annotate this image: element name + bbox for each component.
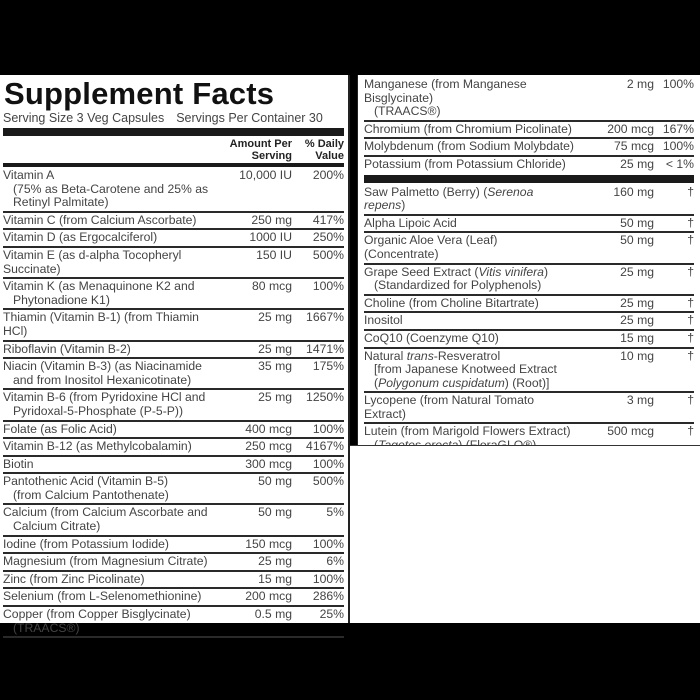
nutrient-name-text: Vitamin C (from Calcium Ascorbate) [3, 212, 197, 227]
nutrient-amount: 0.5 mg [254, 607, 292, 622]
nutrient-daily-value: † [687, 215, 694, 230]
nutrient-name-text: Folate (as Folic Acid) [3, 421, 117, 436]
nutrient-source: Pyridoxal-5-Phosphate (P-5-P)) [13, 403, 184, 418]
nutrient-amount: 250 mg [251, 212, 292, 227]
nutrient-name [3, 555, 214, 569]
nutrient-row [3, 359, 344, 390]
nutrient-name-text: Potassium (from Potassium Chloride) [364, 156, 566, 171]
nutrient-row [364, 122, 694, 140]
nutrient-name-italic: trans [406, 348, 434, 363]
nutrient-name-text: Vitamin D (as Ergocalciferol) [3, 230, 158, 245]
nutrient-daily-value: 1667% [306, 310, 344, 325]
nutrient-name-text: Alpha Lipoic Acid [364, 215, 457, 230]
nutrient-daily-value: 100% [662, 77, 694, 91]
nutrient-daily-value: † [687, 424, 694, 439]
nutrient-daily-value: † [687, 393, 694, 408]
nutrient-row [3, 474, 344, 505]
nutrient-amount: 300 mcg [245, 456, 292, 471]
nutrient-daily-value: < 1% [665, 156, 694, 171]
nutrient-name [364, 158, 574, 172]
nutrient-amount: 1000 IU [249, 230, 292, 245]
nutrient-row [364, 157, 694, 173]
nutrient-row [364, 265, 694, 296]
nutrient-daily-value: 286% [312, 589, 344, 604]
nutrient-name [3, 280, 214, 307]
nutrient-name [364, 186, 574, 213]
nutrient-name-text: Lutein (from Marigold Flowers Extract) [364, 424, 571, 439]
nutrient-amount: 80 mcg [252, 279, 292, 294]
nutrient-row [3, 390, 344, 421]
nutrient-amount: 150 IU [256, 247, 292, 262]
nutrient-row [364, 216, 694, 234]
nutrient-row [364, 349, 694, 394]
supplement-facts-left-panel [0, 75, 350, 635]
nutrient-amount: 200 mcg [607, 121, 654, 136]
nutrient-name-text: Vitamin B-6 (from Pyridoxine HCl and [3, 390, 206, 405]
nutrient-daily-value: 500% [312, 247, 344, 262]
nutrient-row [3, 248, 344, 279]
nutrient-daily-value: 500% [312, 474, 344, 489]
nutrient-name-italic: Vitis vinifera [478, 264, 544, 279]
nutrient-daily-value: 1250% [306, 390, 344, 405]
nutrient-name-text: CoQ10 (Coenzyme Q10) [364, 330, 499, 345]
nutrient-row [3, 168, 344, 213]
nutrient-row [3, 439, 344, 457]
nutrient-name [3, 458, 214, 472]
nutrient-row [364, 77, 694, 122]
nutrient-row [3, 607, 344, 638]
serving-size: Serving Size 3 Veg Capsules [3, 111, 165, 125]
column-header [3, 138, 344, 162]
nutrient-daily-value: 250% [312, 230, 344, 245]
nutrient-name-pre: Natural [364, 348, 407, 363]
serving-info [3, 111, 344, 126]
nutrient-name-text: Iodine (from Potassium Iodide) [3, 536, 169, 551]
nutrient-name [364, 350, 574, 391]
nutrient-amount: 2 mg [626, 77, 654, 91]
nutrient-amount: 25 mg [620, 264, 654, 279]
nutrient-amount: 75 mcg [614, 139, 654, 154]
nutrient-source: (from Calcium Pantothenate) [13, 487, 169, 502]
nutrient-name [3, 423, 214, 437]
nutrient-row [3, 457, 344, 475]
nutrient-name-text: Magnesium (from Magnesium Citrate) [3, 554, 208, 569]
nutrient-row [3, 422, 344, 440]
nutrient-amount: 200 mcg [245, 589, 292, 604]
divider-medium [3, 163, 344, 167]
nutrient-daily-value: † [687, 264, 694, 279]
nutrient-daily-value: 25% [319, 607, 344, 622]
nutrient-name-text: Molybdenum (from Sodium Molybdate) [364, 139, 574, 154]
dv-header-line2: Value [315, 150, 344, 162]
nutrient-name-pre: Saw Palmetto (Berry) ( [364, 184, 488, 199]
nutrient-daily-value: 100% [662, 139, 694, 154]
nutrient-row [3, 342, 344, 360]
nutrient-amount: 10,000 IU [239, 168, 292, 182]
label-title: Supplement Facts [4, 76, 275, 111]
nutrient-daily-value: † [687, 348, 694, 363]
nutrient-daily-value: † [687, 313, 694, 328]
nutrient-amount: 15 mg [620, 330, 654, 345]
nutrient-name-text: Niacin (Vitamin B-3) (as Niacinamide [3, 359, 202, 374]
nutrient-name [3, 590, 214, 604]
nutrient-daily-value: † [687, 233, 694, 248]
nutrient-name-text: Vitamin B-12 (as Methylcobalamin) [3, 439, 192, 454]
nutrient-row [3, 572, 344, 590]
nutrient-name-text: Vitamin K (as Menaquinone K2 and [3, 279, 195, 294]
nutrient-name-italic: Serenoa repens [364, 184, 534, 213]
nutrient-source: and from Inositol Hexanicotinate) [13, 372, 192, 387]
nutrient-name [3, 231, 214, 245]
nutrient-name [364, 78, 574, 119]
nutrient-row [3, 230, 344, 248]
nutrient-name [3, 360, 214, 387]
nutrient-daily-value: † [687, 330, 694, 345]
nutrient-amount: 25 mg [620, 156, 654, 171]
nutrient-row [364, 185, 694, 216]
nutrient-name-text: Riboflavin (Vitamin B-2) [3, 341, 131, 356]
nutrient-name-text: Thiamin (Vitamin B-1) (from Thiamin HCl) [3, 310, 199, 338]
nutrient-amount: 10 mg [620, 348, 654, 363]
nutrient-name-post: -Resveratrol [433, 348, 501, 363]
nutrient-row [364, 331, 694, 349]
nutrient-row [364, 296, 694, 314]
nutrient-source: Phytonadione K1) [13, 292, 110, 307]
nutrient-row [364, 313, 694, 331]
nutrient-name [3, 311, 214, 338]
nutrient-name-text: Vitamin A [3, 168, 55, 182]
nutrient-table-right-top [364, 77, 694, 173]
nutrient-name [3, 440, 214, 454]
nutrient-name-text: Copper (from Copper Bisglycinate) [3, 607, 191, 622]
divider-thick [3, 128, 344, 136]
nutrient-row [364, 139, 694, 157]
nutrient-table-left [3, 168, 344, 638]
nutrient-amount: 50 mg [620, 233, 654, 248]
supplement-facts-right-panel [357, 75, 700, 445]
nutrient-name [364, 234, 574, 261]
nutrient-row [3, 310, 344, 341]
nutrient-name-text: Vitamin E (as d-alpha Tocopheryl Succinate) [3, 247, 182, 276]
divider-thick [364, 175, 694, 183]
nutrient-row [3, 537, 344, 555]
nutrient-daily-value: 100% [312, 571, 344, 586]
nutrient-amount: 50 mg [258, 505, 292, 520]
nutrient-name-text: Manganese (from Manganese Bisglycinate) [364, 77, 527, 105]
nutrient-name [3, 573, 214, 587]
nutrient-name [3, 506, 214, 533]
nutrient-table-right-bottom [364, 185, 694, 454]
nutrient-name-text: Lycopene (from Natural Tomato Extract) [364, 393, 535, 421]
nutrient-name-text: Biotin [3, 456, 34, 471]
nutrient-daily-value: 100% [312, 421, 344, 436]
nutrient-name [3, 475, 214, 502]
nutrient-amount: 500 mcg [607, 424, 654, 439]
nutrient-daily-value: 100% [312, 279, 344, 294]
nutrient-amount: 15 mg [258, 571, 292, 586]
nutrient-amount: 25 mg [620, 313, 654, 328]
blank-area [350, 445, 700, 623]
nutrient-name-text: Pantothenic Acid (Vitamin B-5) [3, 474, 169, 489]
nutrient-source: (Standardized for Polyphenols) [374, 278, 542, 293]
nutrient-name-pre: Grape Seed Extract ( [364, 264, 479, 279]
nutrient-source: (TRAACS®) [374, 104, 441, 119]
nutrient-amount: 150 mcg [245, 536, 292, 551]
source-post: ) (Root)] [504, 375, 550, 390]
nutrient-name [3, 391, 214, 418]
nutrient-row [3, 589, 344, 607]
nutrient-name-text: Selenium (from L-Selenomethionine) [3, 589, 202, 604]
nutrient-source: (TRAACS®) [13, 620, 80, 635]
nutrient-daily-value: † [687, 295, 694, 310]
nutrient-name [364, 297, 574, 311]
nutrient-name-text: Calcium (from Calcium Ascorbate and [3, 505, 208, 520]
nutrient-name [364, 332, 574, 346]
nutrient-amount: 3 mg [626, 393, 654, 408]
nutrient-name [3, 249, 214, 276]
nutrient-name [3, 343, 214, 357]
nutrient-daily-value: 417% [312, 212, 344, 227]
nutrient-daily-value: 4167% [306, 439, 344, 454]
nutrient-name-text: Inositol [364, 313, 403, 328]
nutrient-row [364, 393, 694, 424]
source-pre: [from Japanese Knotweed Extract ( [374, 362, 557, 390]
amount-header-line1: Amount Per [229, 138, 292, 150]
nutrient-name [3, 169, 214, 210]
nutrient-amount: 25 mg [258, 554, 292, 569]
nutrient-amount: 35 mg [258, 359, 292, 374]
nutrient-daily-value: 175% [312, 359, 344, 374]
nutrient-amount: 400 mcg [245, 421, 292, 436]
nutrient-name-post: ) [401, 198, 406, 213]
nutrient-amount: 250 mcg [245, 439, 292, 454]
nutrient-daily-value: 1471% [306, 341, 344, 356]
nutrient-name [364, 217, 574, 231]
nutrient-amount: 25 mg [258, 390, 292, 405]
nutrient-row [3, 279, 344, 310]
nutrient-daily-value: 100% [312, 536, 344, 551]
servings-per-container: Servings Per Container 30 [176, 111, 323, 125]
nutrient-row [3, 554, 344, 572]
nutrient-name-text: Zinc (from Zinc Picolinate) [3, 571, 145, 586]
nutrient-source: Calcium Citrate) [13, 519, 101, 534]
nutrient-daily-value: 167% [662, 121, 694, 136]
nutrient-amount: 50 mg [620, 215, 654, 230]
nutrient-row [3, 213, 344, 231]
nutrient-amount: 25 mg [258, 310, 292, 325]
amount-header-line2: Serving [251, 150, 292, 162]
nutrient-name [364, 266, 574, 293]
nutrient-name [3, 214, 214, 228]
nutrient-name [364, 314, 574, 328]
nutrient-name-text: Chromium (from Chromium Picolinate) [364, 121, 572, 136]
nutrient-amount: 25 mg [258, 341, 292, 356]
nutrient-row [364, 233, 694, 264]
nutrient-daily-value: 5% [326, 505, 344, 520]
nutrient-amount: 25 mg [620, 295, 654, 310]
nutrient-name-post: ) [543, 264, 549, 279]
nutrient-name-text: Choline (from Choline Bitartrate) [364, 295, 539, 310]
nutrient-source [364, 363, 574, 390]
nutrient-name [3, 608, 214, 635]
nutrient-daily-value: 200% [312, 168, 344, 182]
nutrient-name [364, 140, 574, 154]
nutrient-name [364, 394, 574, 421]
dv-header-line1: % Daily [304, 138, 344, 150]
source-italic: Polygonum cuspidatum [378, 375, 505, 390]
nutrient-amount: 160 mg [613, 184, 654, 199]
nutrient-amount: 50 mg [258, 474, 292, 489]
nutrient-daily-value: 6% [326, 554, 344, 569]
nutrient-source: (75% as Beta-Carotene and 25% as Retinyl Palmitate) [13, 181, 209, 210]
nutrient-row [3, 505, 344, 536]
nutrient-name [364, 123, 574, 137]
nutrient-daily-value: † [687, 184, 694, 199]
nutrient-name-text: Organic Aloe Vera (Leaf) (Concentrate) [364, 233, 498, 261]
nutrient-daily-value: 100% [312, 456, 344, 471]
nutrient-name [3, 538, 214, 552]
